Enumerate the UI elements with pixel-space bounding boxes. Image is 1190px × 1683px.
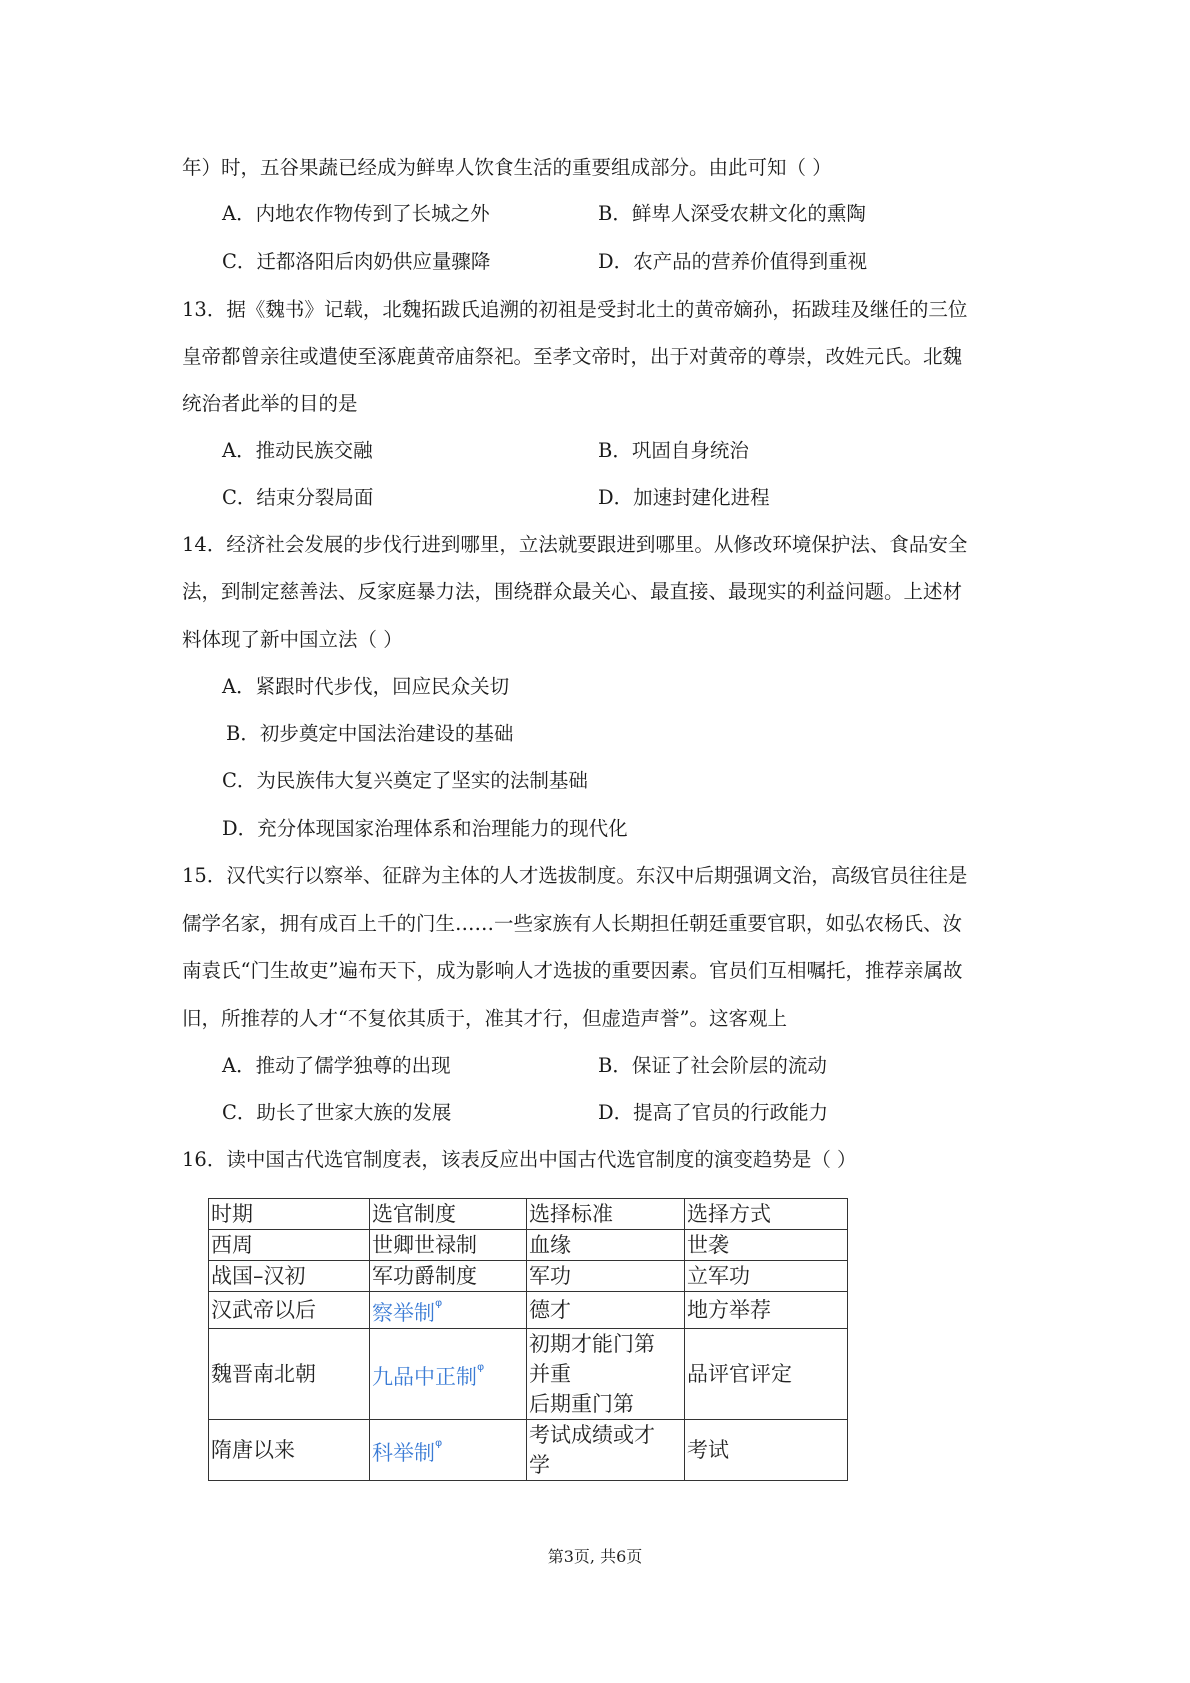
table-cell-link[interactable] xyxy=(370,1329,527,1420)
table-header-row xyxy=(209,1199,848,1230)
table-cell: 军功爵制度 xyxy=(370,1261,527,1292)
q13-stem-line-1: 13．据《魏书》记载，北魏拓跋氏追溯的初祖是受封北土的黄帝嫡孙，拓跋珪及继任的三位 xyxy=(182,298,968,321)
q12-stem-tail: 年）时，五谷果蔬已经成为鲜卑人饮食生活的重要组成部分。由此可知（ ） xyxy=(182,156,832,179)
cell-line: 后期重门第 xyxy=(529,1392,634,1416)
link-text[interactable]: 九品中正制 xyxy=(372,1365,477,1389)
search-icon: ᵠ xyxy=(477,1361,485,1381)
table-cell: 德才 xyxy=(527,1292,685,1329)
table-cell-link[interactable] xyxy=(370,1420,527,1481)
selection-system-table xyxy=(208,1198,848,1481)
q14-option-c: C．为民族伟大复兴奠定了坚实的法制基础 xyxy=(222,769,588,792)
table-row xyxy=(209,1292,848,1329)
table-cell-link[interactable] xyxy=(370,1292,527,1329)
table-cell: 世卿世禄制 xyxy=(370,1230,527,1261)
q15-option-c: C．助长了世家大族的发展 xyxy=(222,1101,452,1124)
q13-option-c: C．结束分裂局面 xyxy=(222,486,374,509)
table-cell: 血缘 xyxy=(527,1230,685,1261)
table-cell: 隋唐以来 xyxy=(209,1420,370,1481)
table-cell-multiline xyxy=(527,1420,685,1481)
table-header-cell: 选官制度 xyxy=(370,1199,527,1230)
table-cell: 立军功 xyxy=(685,1261,848,1292)
cell-line: 并重 xyxy=(529,1362,571,1386)
q12-option-b: B．鲜卑人深受农耕文化的熏陶 xyxy=(598,202,866,225)
q13-option-a: A．推动民族交融 xyxy=(222,439,373,462)
cell-line: 学 xyxy=(529,1453,550,1477)
table-cell: 魏晋南北朝 xyxy=(209,1329,370,1420)
q15-option-d: D．提高了官员的行政能力 xyxy=(598,1101,829,1124)
search-icon: ᵠ xyxy=(435,1297,443,1317)
table-row xyxy=(209,1329,848,1420)
table-header-cell: 选择标准 xyxy=(527,1199,685,1230)
table-row xyxy=(209,1261,848,1292)
q15-stem-line-3: 南袁氏“门生故吏”遍布天下，成为影响人才选拔的重要因素。官员们互相嘱托，推荐亲属故 xyxy=(182,959,963,982)
q15-stem-line-4: 旧，所推荐的人才“不复依其质于，准其才行，但虚造声誉”。这客观上 xyxy=(182,1007,787,1030)
table-header-cell: 选择方式 xyxy=(685,1199,848,1230)
table-row xyxy=(209,1420,848,1481)
q14-option-d: D．充分体现国家治理体系和治理能力的现代化 xyxy=(222,817,628,840)
link-text[interactable]: 察举制 xyxy=(372,1301,435,1325)
link-text[interactable]: 科举制 xyxy=(372,1441,435,1465)
q12-option-d: D．农产品的营养价值得到重视 xyxy=(598,250,868,273)
table-cell: 考试 xyxy=(685,1420,848,1481)
q13-stem-line-2: 皇帝都曾亲往或遣使至涿鹿黄帝庙祭祀。至孝文帝时，出于对黄帝的尊崇，改姓元氏。北魏 xyxy=(182,345,963,368)
q15-stem-line-1: 15．汉代实行以察举、征辟为主体的人才选拔制度。东汉中后期强调文治，高级官员往往是 xyxy=(182,864,968,887)
q12-option-c: C．迁都洛阳后肉奶供应量骤降 xyxy=(222,250,491,273)
q16-stem: 16．读中国古代选官制度表，该表反应出中国古代选官制度的演变趋势是（ ） xyxy=(182,1148,857,1171)
q13-option-d: D．加速封建化进程 xyxy=(598,486,770,509)
table-cell: 西周 xyxy=(209,1230,370,1261)
table-header-cell: 时期 xyxy=(209,1199,370,1230)
q15-stem-line-2: 儒学名家，拥有成百上千的门生……一些家族有人长期担任朝廷重要官职，如弘农杨氏、汝 xyxy=(182,912,963,935)
table-cell: 地方举荐 xyxy=(685,1292,848,1329)
q12-option-a: A．内地农作物传到了长城之外 xyxy=(222,202,490,225)
table-cell: 品评官评定 xyxy=(685,1329,848,1420)
q14-stem-line-1: 14．经济社会发展的步伐行进到哪里，立法就要跟进到哪里。从修改环境保护法、食品安全 xyxy=(182,533,968,556)
cell-line: 初期才能门第 xyxy=(529,1332,655,1356)
q15-option-b: B．保证了社会阶层的流动 xyxy=(598,1054,827,1077)
q13-option-b: B．巩固自身统治 xyxy=(598,439,749,462)
q14-option-b: B．初步奠定中国法治建设的基础 xyxy=(226,722,514,745)
q14-stem-line-3: 料体现了新中国立法（ ） xyxy=(182,628,403,651)
table-cell: 军功 xyxy=(527,1261,685,1292)
table-cell-multiline xyxy=(527,1329,685,1420)
q15-option-a: A．推动了儒学独尊的出现 xyxy=(222,1054,451,1077)
table-row xyxy=(209,1230,848,1261)
q14-option-a: A．紧跟时代步伐，回应民众关切 xyxy=(222,675,510,698)
search-icon: ᵠ xyxy=(435,1437,443,1457)
cell-line: 考试成绩或才 xyxy=(529,1423,655,1447)
q13-stem-line-3: 统治者此举的目的是 xyxy=(182,392,358,415)
table-cell: 世袭 xyxy=(685,1230,848,1261)
table-cell: 汉武帝以后 xyxy=(209,1292,370,1329)
q14-stem-line-2: 法，到制定慈善法、反家庭暴力法，围绕群众最关心、最直接、最现实的利益问题。上述材 xyxy=(182,580,963,603)
page-footer: 第3页, 共6页 xyxy=(547,1547,643,1566)
table-cell: 战国–汉初 xyxy=(209,1261,370,1292)
